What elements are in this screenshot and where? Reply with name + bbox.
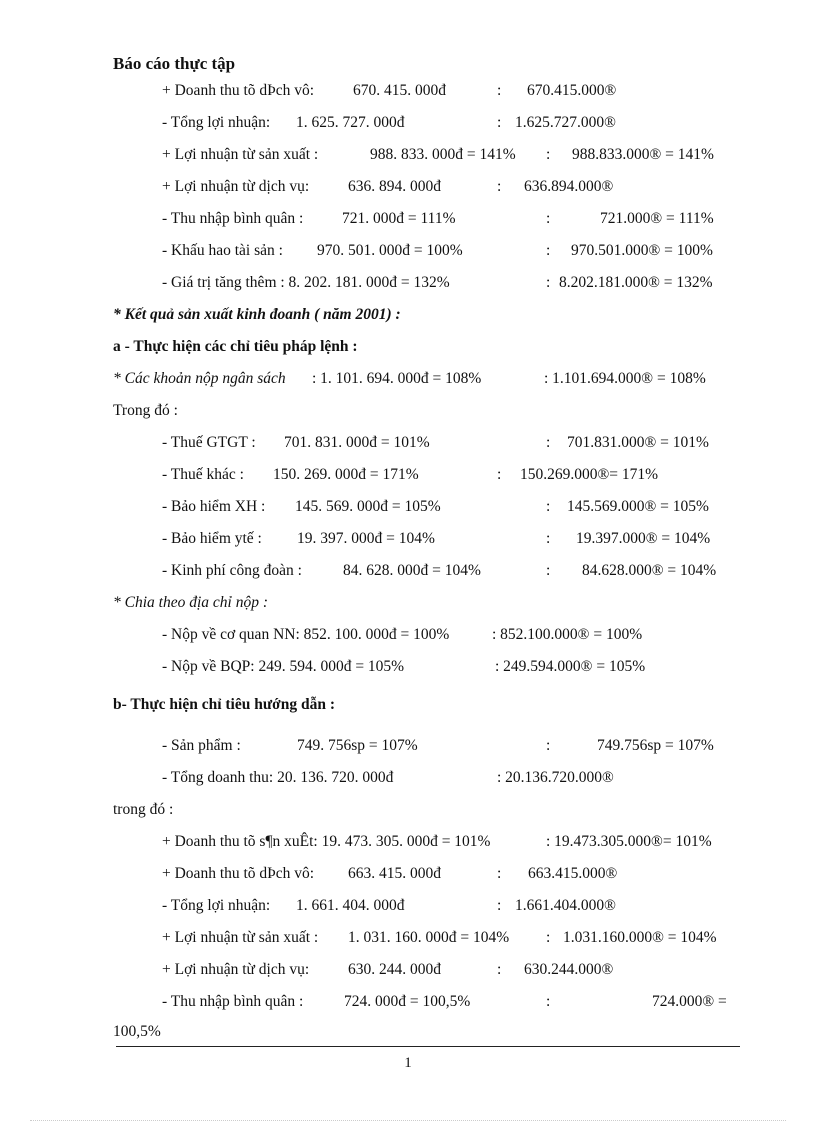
heading-by-address: * Chia theo địa chỉ nộp : — [113, 594, 268, 611]
row-amount: 630. 244. 000đ — [348, 961, 441, 978]
row-label: - Giá trị tăng thêm : 8. 202. 181. 000đ = 132% — [162, 274, 450, 291]
row-label: + Doanh thu tõ dÞch vô: — [162, 865, 315, 882]
page-number: 1 — [404, 1055, 412, 1071]
report-title: Báo cáo thực tập — [113, 54, 236, 73]
row-label: + Lợi nhuận từ sản xuất : — [162, 146, 319, 163]
row-label: - Bảo hiểm ytế : — [162, 530, 262, 547]
row-label: - Tổng doanh thu: 20. 136. 720. 000đ — [162, 769, 394, 786]
row-colon: : — [546, 146, 551, 163]
heading-part-b: b- Thực hiện chỉ tiêu hướng dẫn : — [113, 696, 335, 713]
row-right-value: 1.661.404.000® — [515, 897, 616, 914]
row-label: - Nộp về cơ quan NN: 852. 100. 000đ = 100% — [162, 626, 450, 643]
row-right-value: : 20.136.720.000® — [497, 769, 614, 786]
footer-divider — [116, 1046, 740, 1047]
row-right-value: 1.625.727.000® — [515, 114, 616, 131]
row-colon: : — [497, 82, 502, 99]
row-colon: : — [497, 466, 502, 483]
row-colon: : — [546, 993, 551, 1010]
row-colon: : — [546, 562, 551, 579]
row-colon: : — [546, 929, 551, 946]
row-colon: : — [497, 897, 502, 914]
page-bottom-dotted-rule — [30, 1120, 786, 1121]
row-colon: : — [497, 865, 502, 882]
row-right-value: 721.000® = 111% — [600, 210, 714, 227]
row-right-value: 749.756sp = 107% — [597, 737, 714, 754]
row-label: - Tổng lợi nhuận: — [162, 897, 271, 914]
row-label: + Doanh thu tõ dÞch vô: — [162, 82, 315, 99]
row-amount: 1. 661. 404. 000đ — [296, 897, 405, 914]
row-amount: 1. 031. 160. 000đ = 104% — [348, 929, 510, 946]
row-label: + Lợi nhuận từ dịch vụ: — [162, 178, 310, 195]
row-label: - Thuế khác : — [162, 466, 244, 483]
row-label: - Nộp về BQP: 249. 594. 000đ = 105% — [162, 658, 405, 675]
row-label: + Lợi nhuận từ dịch vụ: — [162, 961, 310, 978]
row-right-value: 970.501.000® = 100% — [571, 242, 713, 259]
row-amount: 636. 894. 000đ — [348, 178, 441, 195]
row-label: - Tổng lợi nhuận: — [162, 114, 271, 131]
row-label: + Doanh thu tõ s¶n xuÊt: 19. 473. 305. 000đ = 101% — [162, 833, 491, 850]
row-right-value: 145.569.000® = 105% — [567, 498, 709, 515]
row-amount: 988. 833. 000đ = 141% — [370, 146, 516, 163]
row-right-value: 636.894.000® — [524, 178, 614, 195]
row-amount: 19. 397. 000đ = 104% — [297, 530, 435, 547]
row-amount: 150. 269. 000đ = 171% — [273, 466, 419, 483]
trong-do-label: Trong đó : — [113, 402, 178, 419]
row-amount: 663. 415. 000đ — [348, 865, 441, 882]
row-colon: : — [497, 114, 502, 131]
row-colon: : — [546, 434, 551, 451]
row-right-value: 8.202.181.000® = 132% — [559, 274, 713, 291]
row-right-value: : 19.473.305.000®= 101% — [546, 833, 712, 850]
row-amount: 724. 000đ = 100,5% — [344, 993, 471, 1010]
row-right-value: 701.831.000® = 101% — [567, 434, 709, 451]
row-right-value: 84.628.000® = 104% — [582, 562, 717, 579]
row-label: - Thu nhập bình quân : — [162, 210, 304, 227]
row-amount: 670. 415. 000đ — [353, 82, 446, 99]
row-colon: : — [546, 242, 551, 259]
row-colon: : — [546, 274, 551, 291]
wrapped-value: 100,5% — [113, 1023, 161, 1040]
row-label: - Thu nhập bình quân : — [162, 993, 304, 1010]
row-label: - Thuế GTGT : — [162, 434, 256, 451]
row-right-value: 1.031.160.000® = 104% — [563, 929, 717, 946]
row-right-value: 19.397.000® = 104% — [576, 530, 711, 547]
row-right-value: : 852.100.000® = 100% — [492, 626, 643, 643]
row-colon: : — [546, 210, 551, 227]
row-right-value: : 249.594.000® = 105% — [495, 658, 646, 675]
row-amount: 84. 628. 000đ = 104% — [343, 562, 481, 579]
row-colon: : — [546, 498, 551, 515]
row-right-value: 663.415.000® — [528, 865, 618, 882]
row-amount: 970. 501. 000đ = 100% — [317, 242, 463, 259]
budget-right-value: : 1.101.694.000® = 108% — [544, 370, 706, 387]
row-colon: : — [546, 737, 551, 754]
row-right-value: 150.269.000®= 171% — [520, 466, 659, 483]
row-amount: 701. 831. 000đ = 101% — [284, 434, 430, 451]
row-amount: 1. 625. 727. 000đ — [296, 114, 405, 131]
row-label: + Lợi nhuận từ sản xuất : — [162, 929, 319, 946]
row-colon: : — [497, 961, 502, 978]
row-amount: 145. 569. 000đ = 105% — [295, 498, 441, 515]
row-right-value: 724.000® = — [652, 993, 727, 1010]
heading-results-2001: * Kết quả sản xuất kinh đoanh ( năm 2001) : — [113, 306, 401, 323]
row-colon: : — [497, 178, 502, 195]
row-amount: 721. 000đ = 111% — [342, 210, 456, 227]
row-label: - Bảo hiểm XH : — [162, 498, 266, 515]
row-right-value: 670.415.000® — [527, 82, 617, 99]
budget-amount: : 1. 101. 694. 000đ = 108% — [312, 370, 482, 387]
row-amount: 749. 756sp = 107% — [297, 737, 418, 754]
row-right-value: 988.833.000® = 141% — [572, 146, 714, 163]
row-label: - Sản phẩm : — [162, 737, 241, 754]
row-right-value: 630.244.000® — [524, 961, 614, 978]
heading-part-a: a - Thực hiện các chỉ tiêu pháp lệnh : — [113, 338, 358, 355]
trong-do-label: trong đó : — [113, 801, 174, 818]
row-colon: : — [546, 530, 551, 547]
budget-label: * Các khoản nộp ngân sách — [113, 370, 286, 387]
row-label: - Kinh phí công đoàn : — [162, 562, 302, 579]
row-label: - Khấu hao tài sản : — [162, 242, 283, 259]
